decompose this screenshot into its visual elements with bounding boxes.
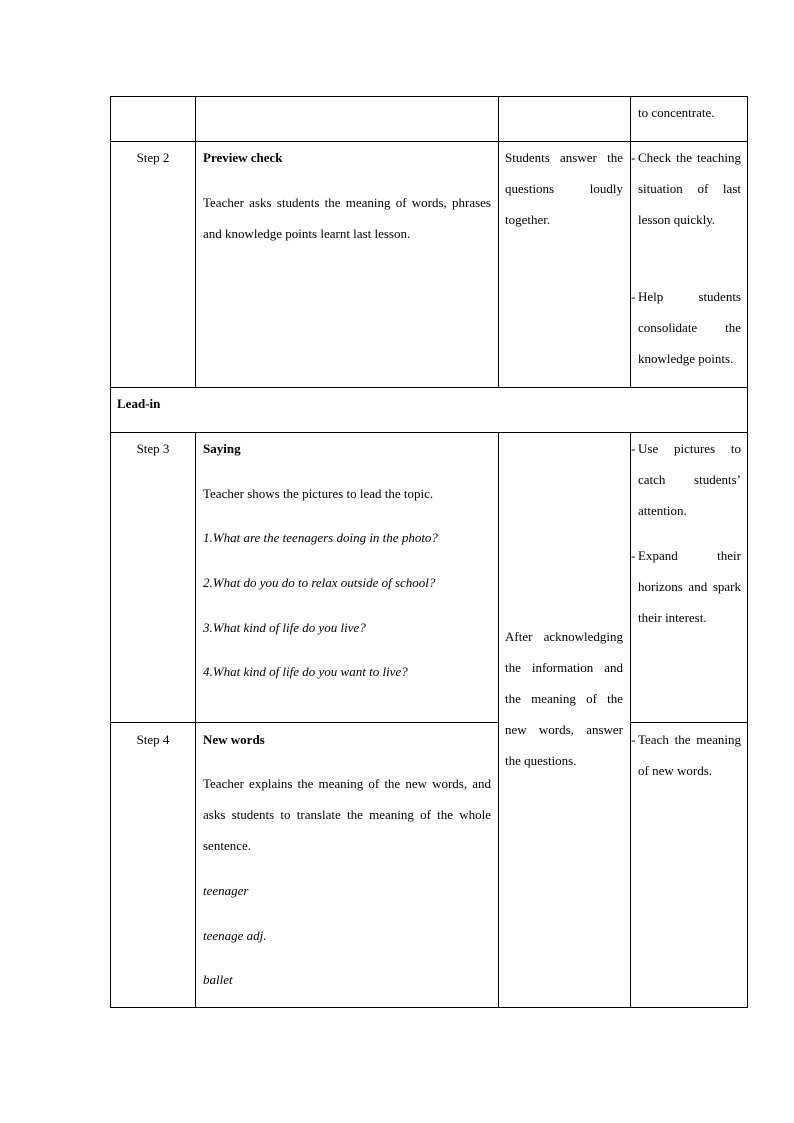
vocab-word: ballet [203,972,233,987]
purpose-item [631,433,741,526]
purpose-text: Check the teaching situation of last lesson quickly. [638,150,741,227]
table-rule [498,96,499,388]
activity-title: Preview check [203,150,283,165]
table-rule [110,96,111,1008]
purpose-item [631,281,741,374]
purpose-continuation: to concentrate. [638,105,715,120]
activity-description: Teacher shows the pictures to lead the topic. [203,486,434,501]
table-rule [630,432,631,1008]
table-rule [195,432,196,1008]
table-rule [498,432,499,1008]
bullet-dash: - [631,548,636,563]
table-rule [110,722,498,723]
activity-title: Saying [203,441,241,456]
purpose-item [631,724,741,786]
question-item: 2.What do you do to relax outside of school? [203,575,436,590]
question-item: 4.What kind of life do you want to live? [203,664,408,679]
section-title: Lead-in [117,396,161,411]
table-rule [110,1007,748,1008]
purpose-text: Expand their horizons and spark their interest. [638,548,741,625]
student-activity: After acknowledging the information and the meaning of the new words, answer the questions. [505,629,623,768]
question-item: 1.What are the teenagers doing in the photo? [203,530,438,545]
table-rule [195,96,196,388]
student-activity: Students answer the questions loudly together. [505,150,623,227]
table-rule [747,96,748,1008]
bullet-dash: - [631,732,636,747]
bullet-dash: - [631,150,636,165]
vocab-word: teenager [203,883,249,898]
table-rule [630,96,631,388]
vocab-word: teenage adj. [203,928,267,943]
purpose-text: Use pictures to catch students’ attention. [638,441,741,518]
bullet-dash: - [631,441,636,456]
step-label: Step 4 [136,732,170,747]
activity-title: New words [203,732,265,747]
bullet-dash: - [631,289,636,304]
question-item: 3.What kind of life do you live? [203,620,366,635]
step-label: Step 2 [136,150,170,165]
purpose-item [631,142,741,235]
purpose-item [631,540,741,633]
purpose-text: Teach the meaning of new words. [638,732,741,778]
activity-description: Teacher explains the meaning of the new words, and asks students to translate the meaning of the whole sentence. [203,776,491,853]
table-rule [630,722,748,723]
activity-description: Teacher asks students the meaning of words, phrases and knowledge points learnt last lesson. [203,195,491,241]
purpose-text: Help students consolidate the knowledge points. [638,289,741,366]
step-label: Step 3 [136,441,170,456]
